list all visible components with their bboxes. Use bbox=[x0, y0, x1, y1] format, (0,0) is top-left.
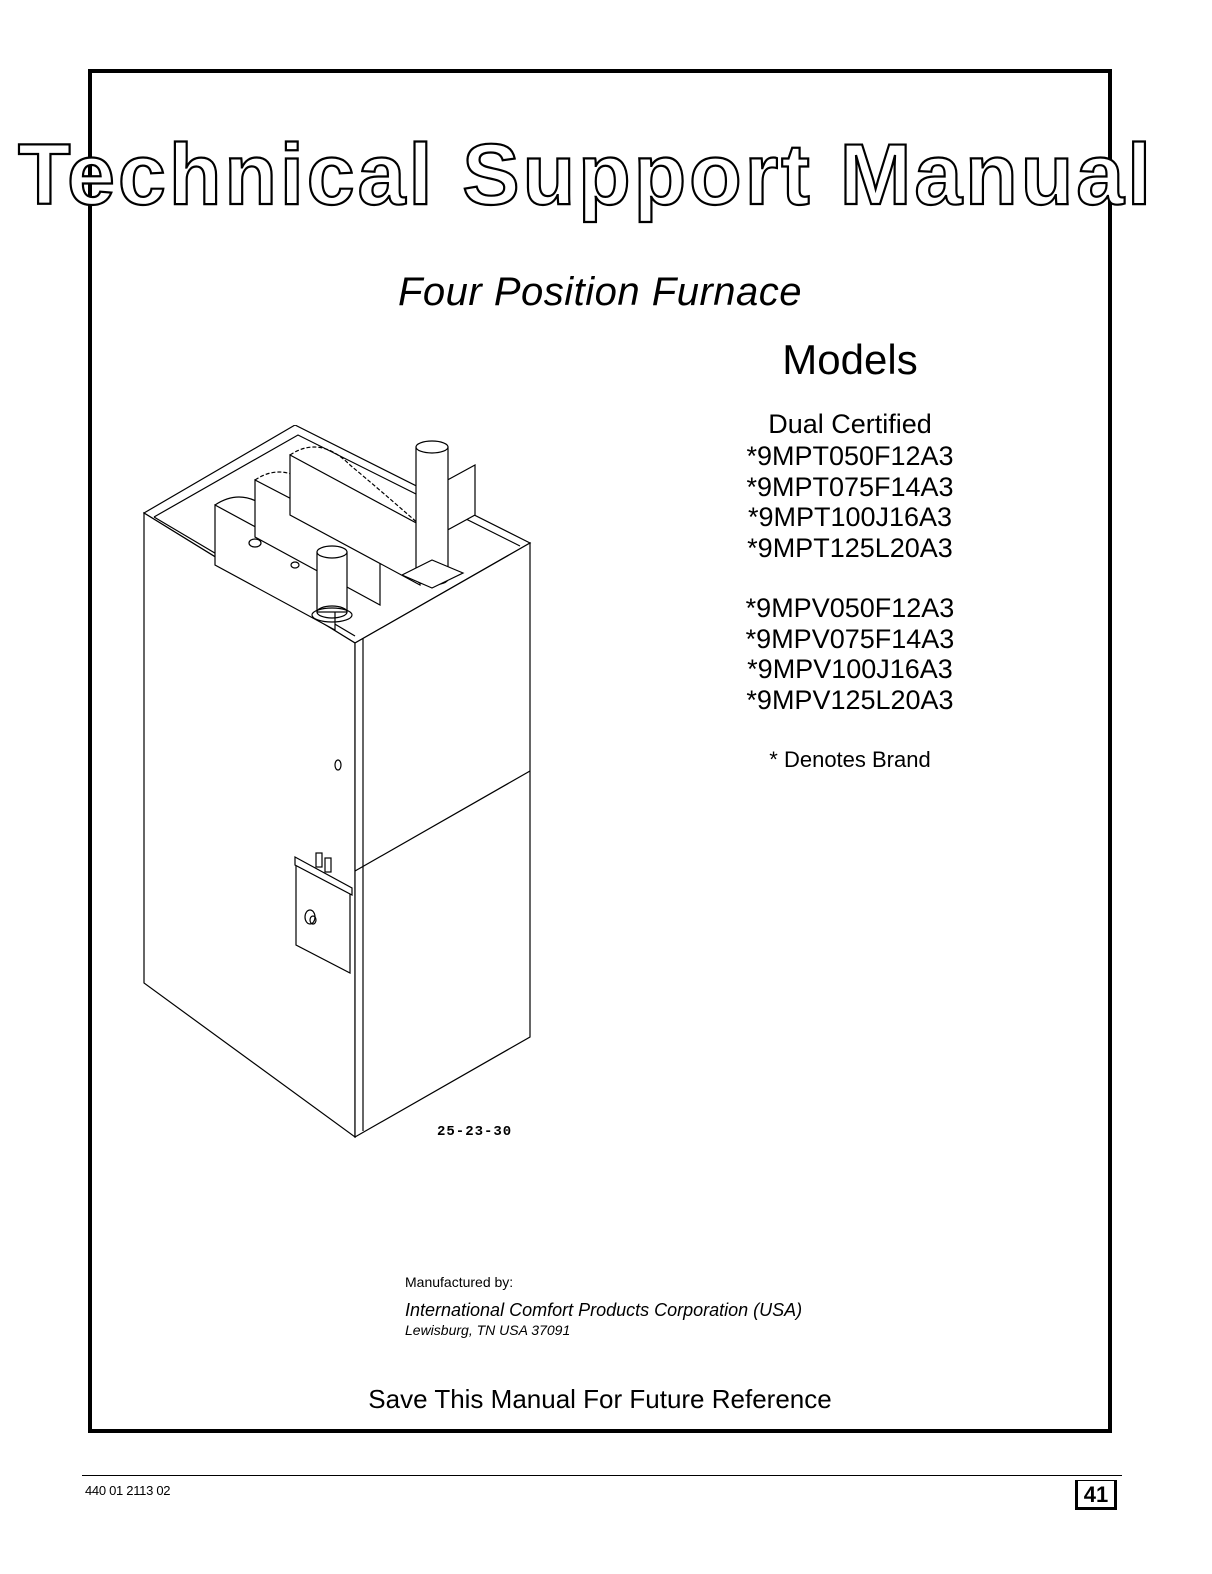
certification-label: Dual Certified bbox=[768, 409, 932, 439]
save-manual-note: Save This Manual For Future Reference bbox=[368, 1384, 832, 1414]
models-heading: Models bbox=[782, 336, 918, 383]
manufacturer-name: International Comfort Products Corporation (USA) bbox=[405, 1300, 803, 1320]
document-number: 440 01 2113 02 bbox=[85, 1483, 171, 1498]
manufacturer-label: Manufactured by: bbox=[405, 1274, 514, 1290]
page-number: 41 bbox=[1075, 1480, 1117, 1510]
brand-note: * Denotes Brand bbox=[769, 747, 931, 772]
manual-title bbox=[0, 124, 1212, 224]
furnace-illustration bbox=[120, 425, 560, 1165]
figure-number: 25-23-30 bbox=[437, 1124, 513, 1140]
manual-title-text: Technical Support Manual bbox=[18, 127, 1154, 223]
subtitle: Four Position Furnace bbox=[397, 270, 802, 314]
model-list-t: *9MPT050F12A3 *9MPT075F14A3 *9MPT100J16A3 *9MPT125L20A3 bbox=[746, 441, 954, 563]
manufacturer-block bbox=[405, 1274, 1005, 1338]
footer-divider bbox=[82, 1475, 1122, 1476]
manufacturer-address: Lewisburg, TN USA 37091 bbox=[405, 1322, 571, 1338]
model-list-v: *9MPV050F12A3 *9MPV075F14A3 *9MPV100J16A3 *9MPV125L20A3 bbox=[745, 593, 955, 715]
